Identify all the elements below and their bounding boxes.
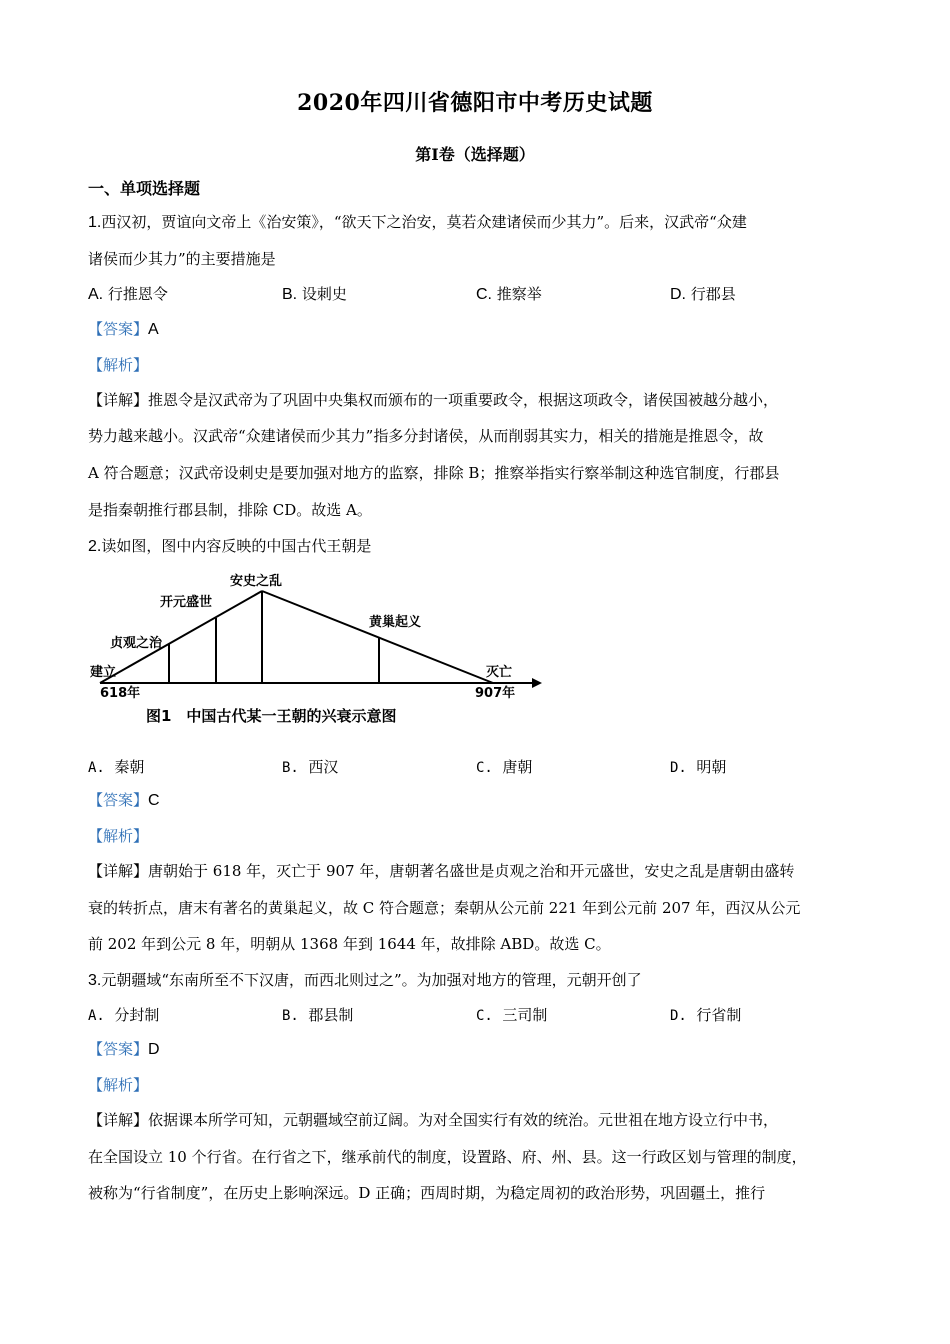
q3-option-c: C. 三司制 (476, 1006, 548, 1024)
q2-analysis-label: 【解析】 (88, 827, 149, 845)
decline-line (262, 591, 493, 683)
section-heading: 一、单项选择题 (88, 179, 201, 198)
label-huangchao: 黄巢起义 (369, 615, 422, 630)
page-title: 2020年四川省德阳市中考历史试题 (297, 90, 653, 116)
q2-option-b: B. 西汉 (282, 758, 339, 776)
q1-option-a: A. 行推恩令 (88, 285, 168, 303)
q2-option-c: C. 唐朝 (476, 758, 533, 776)
q2-detail-line-1: 【详解】唐朝始于 618 年，灭亡于 907 年，唐朝著名盛世是贞观之治和开元盛世，安史之乱是唐朝由盛转 (88, 862, 795, 880)
q2-detail-line-2: 衰的转折点，唐末有著名的黄巢起义，故 C 符合题意；秦朝从公元前 221 年到公元前 207 年，西汉从公元 (88, 899, 801, 917)
q2-answer: 【答案】C (88, 791, 160, 809)
q2-option-a: A. 秦朝 (88, 758, 145, 776)
q3-detail-line-2: 在全国设立 10 个行省。在行省之下，继承前代的制度，设置路、府、州、县。这一行政区划与管理的制度， (88, 1148, 807, 1166)
q1-detail-line-2: 势力越来越小。汉武帝“众建诸侯而少其力”指多分封诸侯，从而削弱其实力，相关的措施是推恩令，故 (88, 427, 764, 445)
q1-answer: 【答案】A (88, 320, 159, 338)
axis-arrow (532, 678, 542, 688)
label-founded: 建立 (90, 665, 117, 680)
q3-option-b: B. 郡县制 (282, 1006, 354, 1024)
label-end-year: 907年 (475, 686, 516, 701)
q1-option-d: D. 行郡县 (670, 285, 736, 303)
label-start-year: 618年 (100, 686, 141, 701)
q3-option-a: A. 分封制 (88, 1006, 160, 1024)
q1-stem-line-2: 诸侯而少其力”的主要措施是 (88, 250, 276, 268)
q1-option-c: C. 推察举 (476, 285, 542, 303)
q3-option-d: D. 行省制 (670, 1006, 742, 1024)
q1-detail-line-1: 【详解】推恩令是汉武帝为了巩固中央集权而颁布的一项重要政令，根据这项政令，诸侯国被越分越小， (88, 391, 779, 409)
q1-number: 1. (88, 214, 102, 231)
label-kaiyuan: 开元盛世 (160, 595, 213, 610)
label-anshi: 安史之乱 (230, 574, 283, 589)
q3-stem: 3.元朝疆域“东南所至不下汉唐，而西北则过之”。为加强对地方的管理，元朝开创了 (88, 971, 642, 989)
q3-detail-line-1: 【详解】依据课本所学可知，元朝疆域空前辽阔。为对全国实行有效的统治。元世祖在地方设立行中书， (88, 1111, 779, 1129)
dynasty-rise-fall-diagram (88, 566, 548, 736)
q3-analysis-label: 【解析】 (88, 1076, 149, 1094)
q1-option-b: B. 设刺史 (282, 285, 347, 303)
q1-analysis-label: 【解析】 (88, 356, 149, 374)
q1-detail-line-4: 是指秦朝推行郡县制，排除 CD。故选 A。 (88, 501, 372, 519)
label-fall: 灭亡 (486, 665, 513, 680)
q2-option-d: D. 明朝 (670, 758, 727, 776)
figure-caption: 图1 中国古代某一王朝的兴衰示意图 (146, 707, 397, 725)
q1-detail-line-3: A 符合题意；汉武帝设刺史是要加强对地方的监察，排除 B；推察举指实行察举制这种选官制度，行郡县 (88, 464, 780, 482)
volume-subtitle: 第Ⅰ卷（选择题） (415, 145, 535, 164)
q3-answer: 【答案】D (88, 1040, 160, 1058)
q2-detail-line-3: 前 202 年到公元 8 年，明朝从 1368 年到 1644 年，故排除 ABD。故选 C。 (88, 935, 611, 953)
q1-stem-line-1: 1.西汉初，贾谊向文帝上《治安策》，“欲天下之治安，莫若众建诸侯而少其力”。后来，汉武帝“众建 (88, 213, 747, 231)
q3-detail-line-3: 被称为“行省制度”，在历史上影响深远。D 正确；西周时期，为稳定周初的政治形势，巩固疆土，推行 (88, 1184, 766, 1202)
q2-stem: 2.读如图，图中内容反映的中国古代王朝是 (88, 537, 372, 555)
label-zhenguan: 贞观之治 (110, 636, 163, 651)
